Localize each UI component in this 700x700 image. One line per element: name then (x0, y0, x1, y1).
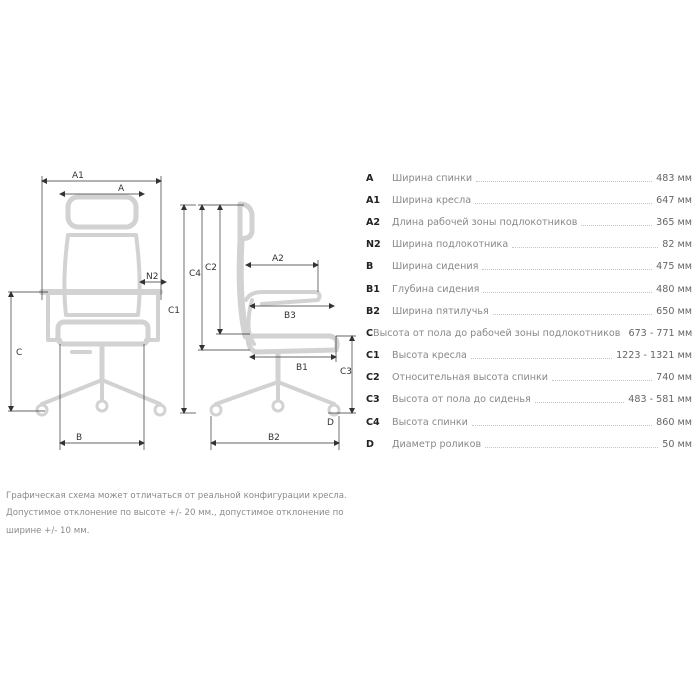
side-dimensions (198, 205, 356, 450)
spec-code: C4 (366, 416, 380, 428)
chair-dimension-diagram (0, 0, 360, 460)
spec-row (366, 389, 692, 411)
spec-row (366, 256, 692, 278)
spec-name: Высота кресла (392, 350, 467, 362)
spec-value: 475 мм (656, 261, 692, 273)
spec-value: 647 мм (656, 194, 692, 206)
spec-value: 82 мм (662, 239, 692, 251)
spec-code: A (366, 172, 374, 184)
spec-leader-dots (552, 380, 652, 381)
spec-name: Относительная высота спинки (392, 372, 549, 384)
spec-value: 483 мм (656, 172, 692, 184)
spec-name: Ширина подлокотника (392, 239, 509, 251)
spec-row (366, 411, 692, 433)
spec-leader-dots (482, 269, 652, 270)
spec-code: B (366, 261, 374, 273)
spec-row (366, 278, 692, 300)
spec-value: 650 мм (656, 305, 692, 317)
spec-code: C3 (366, 394, 380, 406)
spec-name: Высота от пола до рабочей зоны подлокотников (373, 327, 621, 339)
spec-leader-dots (471, 358, 612, 359)
spec-value: 365 мм (656, 216, 692, 228)
spec-row (366, 234, 692, 256)
side-casters (211, 401, 339, 415)
spec-value: 740 мм (656, 372, 692, 384)
spec-name: Ширина сидения (392, 261, 479, 273)
spec-leader-dots (476, 181, 652, 182)
spec-leader-dots (493, 314, 652, 315)
spec-leader-dots (472, 425, 652, 426)
label-c2: C2 (205, 263, 218, 273)
spec-value: 860 мм (656, 416, 692, 428)
spec-leader-dots (512, 247, 658, 248)
disclaimer-note (6, 488, 356, 540)
label-b1: B1 (296, 363, 308, 373)
spec-name: Высота от пола до сиденья (392, 394, 531, 406)
spec-row (366, 367, 692, 389)
spec-row (366, 433, 692, 455)
spec-name: Ширина спинки (392, 172, 473, 184)
spec-leader-dots (581, 225, 652, 226)
spec-name: Высота спинки (392, 416, 468, 428)
spec-code: A2 (366, 216, 381, 228)
spec-value: 1223 - 1321 мм (616, 350, 692, 362)
front-casters (37, 401, 165, 415)
spec-code: C (366, 327, 374, 339)
spec-value: 50 мм (662, 438, 692, 450)
spec-table (366, 167, 692, 455)
label-n2: N2 (146, 272, 159, 282)
spec-code: C1 (366, 350, 380, 362)
spec-value: 673 - 771 мм (628, 327, 693, 339)
label-a1: A1 (72, 171, 84, 181)
note-line-3: ширине +/- 10 мм. (6, 525, 90, 536)
label-b3: B3 (284, 311, 296, 321)
side-chair-silhouette (216, 204, 337, 404)
spec-name: Глубина сидения (392, 283, 480, 295)
note-line-2: Допустимое отклонение по высоте +/- 20 мм., допустимое отклонение по (6, 508, 344, 519)
spec-code: D (366, 438, 374, 450)
spec-leader-dots (535, 402, 624, 403)
label-c3: C3 (340, 367, 353, 377)
spec-value: 480 мм (656, 283, 692, 295)
spec-code: B2 (366, 305, 380, 317)
spec-leader-dots (483, 292, 652, 293)
spec-row (366, 300, 692, 322)
spec-row (366, 167, 692, 189)
spec-leader-dots (485, 447, 658, 448)
spec-row (366, 345, 692, 367)
spec-leader-dots (475, 203, 652, 204)
spec-code: A1 (366, 194, 381, 206)
label-a: A (118, 184, 125, 194)
spec-row (366, 322, 692, 344)
note-line-1: Графическая схема может отличаться от реальной конфигурации кресла. (6, 491, 347, 501)
spec-row (366, 189, 692, 211)
label-b: B (76, 433, 83, 443)
spec-value: 483 - 581 мм (628, 394, 692, 406)
spec-code: B1 (366, 283, 380, 295)
label-c: C (16, 348, 23, 358)
spec-name: Ширина кресла (392, 194, 472, 206)
label-c4: C4 (189, 269, 202, 279)
label-a2: A2 (272, 254, 284, 264)
label-d: D (327, 418, 334, 428)
spec-code: N2 (366, 239, 381, 251)
spec-name: Ширина пятилучья (392, 305, 489, 317)
label-c1: C1 (168, 306, 181, 316)
label-b2: B2 (268, 433, 280, 443)
spec-name: Длина рабочей зоны подлокотников (392, 216, 578, 228)
spec-row (366, 211, 692, 233)
spec-name: Диаметр роликов (392, 438, 482, 450)
spec-code: C2 (366, 372, 380, 384)
